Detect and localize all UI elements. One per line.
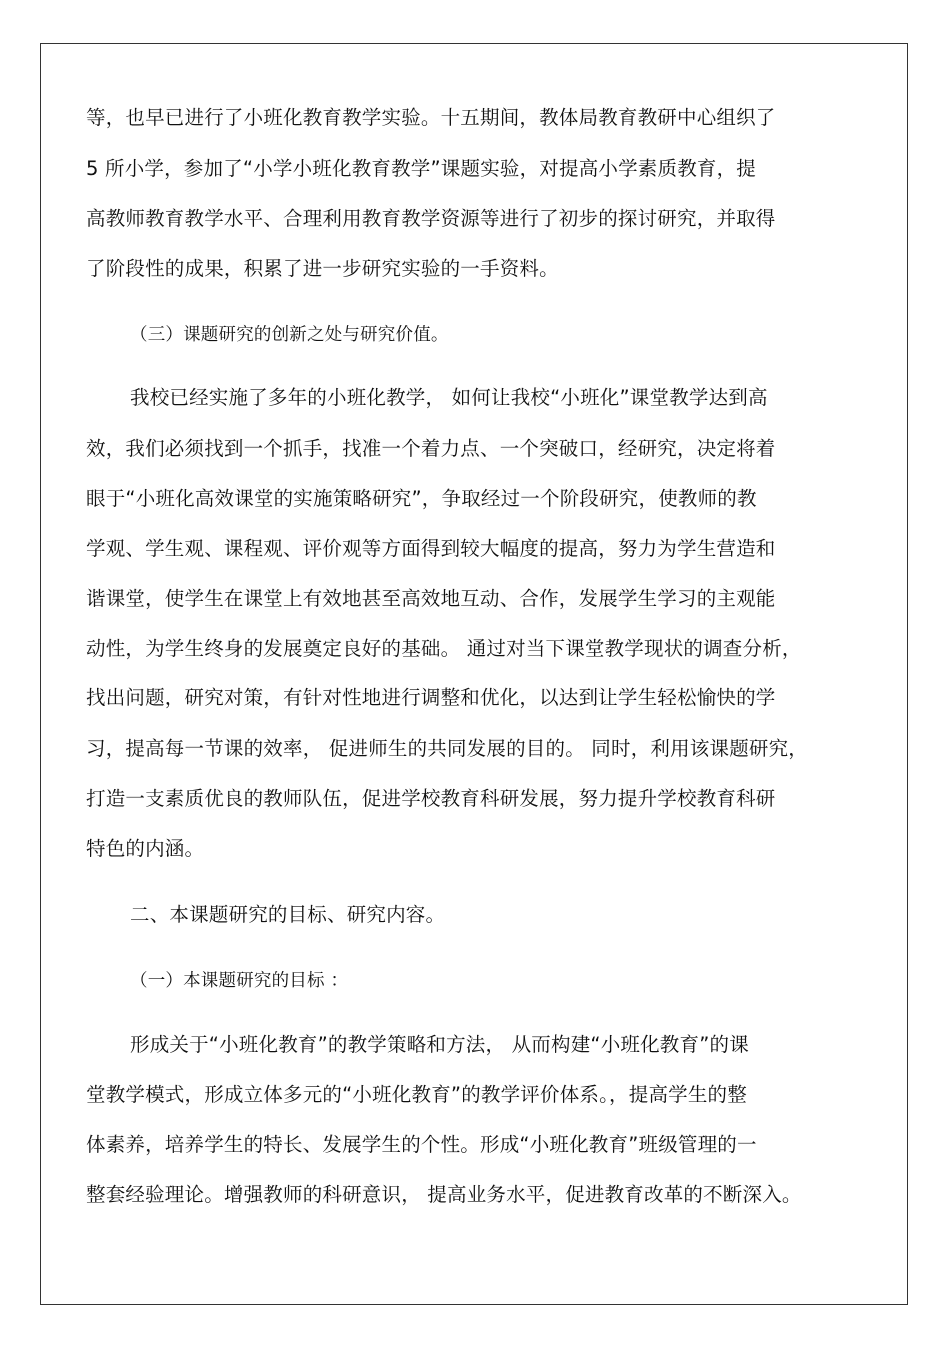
paragraph-line: 动性，为学生终身的发展奠定良好的基础。 通过对当下课堂教学现状的调查分析， (86, 637, 802, 660)
paragraph-line: 形成关于“小班化教育”的教学策略和方法， 从而构建“小班化教育”的课 (130, 1033, 749, 1056)
paragraph-line: 等，也早已进行了小班化教育教学实验。十五期间，教体局教育教研中心组织了 (86, 106, 776, 129)
paragraph-line: 堂教学模式，形成立体多元的“小班化教育”的教学评价体系。，提高学生的整 (86, 1083, 747, 1106)
paragraph-line: 学观、学生观、课程观、评价观等方面得到较大幅度的提高，努力为学生营造和 (86, 537, 776, 560)
page-frame (40, 43, 908, 1305)
paragraph-line: 习，提高每一节课的效率， 促进师生的共同发展的目的。 同时，利用该课题研究， (86, 737, 808, 760)
paragraph-line: 特色的内涵。 (86, 837, 205, 860)
paragraph-line: 我校已经实施了多年的小班化教学， 如何让我校“小班化”课堂教学达到高 (130, 386, 768, 409)
paragraph-line: 谐课堂，使学生在课堂上有效地甚至高效地互动、合作，发展学生学习的主观能 (86, 587, 776, 610)
paragraph-line: 了阶段性的成果，积累了进一步研究实验的一手资料。 (86, 257, 559, 280)
section-heading-goals: 二、本课题研究的目标、研究内容。 (130, 903, 446, 926)
paragraph-line: 找出问题，研究对策，有针对性地进行调整和优化，以达到让学生轻松愉快的学 (86, 686, 776, 709)
subheading-innovation: （三）课题研究的创新之处与研究价值。 (130, 325, 449, 345)
paragraph-line: 整套经验理论。增强教师的科研意识， 提高业务水平，促进教育改革的不断深入。 (86, 1183, 802, 1206)
paragraph-line: 5 所小学，参加了“小学小班化教育教学”课题实验，对提高小学素质教育，提 (86, 157, 757, 180)
paragraph-line: 高教师教育教学水平、合理利用教育教学资源等进行了初步的探讨研究，并取得 (86, 207, 776, 230)
subheading-goal: （一）本课题研究的目标 ： (130, 971, 349, 991)
paragraph-line: 打造一支素质优良的教师队伍，促进学校教育科研发展，努力提升学校教育科研 (86, 787, 776, 810)
paragraph-line: 眼于“小班化高效课堂的实施策略研究”，争取经过一个阶段研究，使教师的教 (86, 487, 757, 510)
paragraph-line: 效，我们必须找到一个抓手，找准一个着力点、一个突破口，经研究，决定将着 (86, 437, 776, 460)
paragraph-line: 体素养，培养学生的特长、发展学生的个性。形成“小班化教育”班级管理的一 (86, 1133, 757, 1156)
